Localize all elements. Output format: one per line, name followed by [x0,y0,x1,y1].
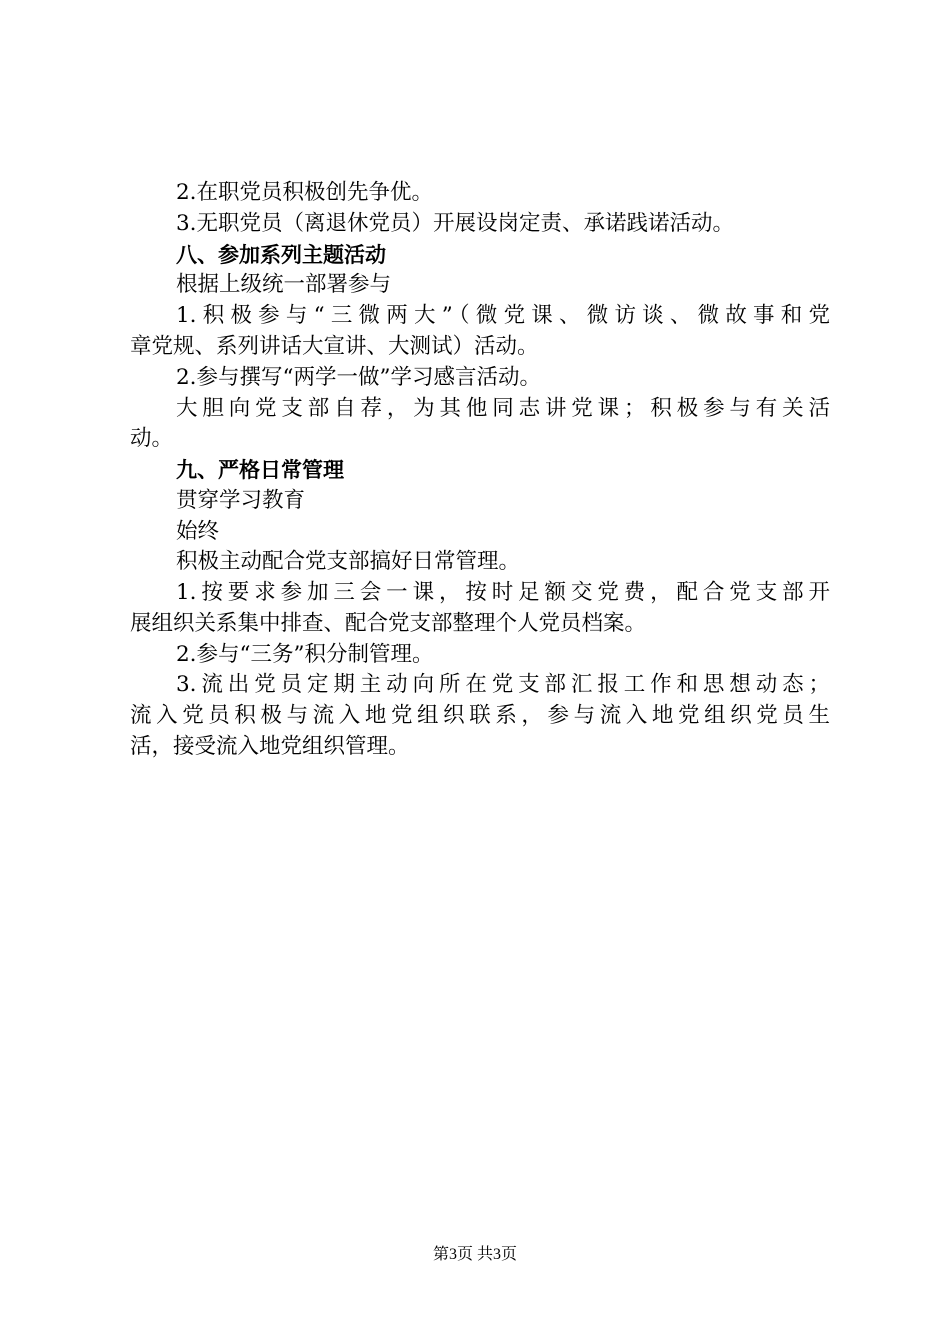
paragraph-line: 2.参与撰写“两学一做”学习感言活动。 [176,365,541,390]
paragraph-line: 章党规、系列讲话大宣讲、大测试）活动。 [130,334,539,359]
section-heading-8: 八、参加系列主题活动 [176,243,386,267]
paragraph-line: 积极主动配合党支部搞好日常管理。 [176,549,521,574]
paragraph-line: 始终 [176,519,220,544]
paragraph-line: 1.积极参与“三微两大”（微党课、微访谈、微故事和党 [176,303,830,328]
page-footer: 第3页 共3页 [432,1246,517,1263]
paragraph-line: 2.在职党员积极创先争优。 [176,180,434,205]
paragraph-line: 流入党员积极与流入地党组织联系，参与流入地党组织党员生 [130,703,830,728]
paragraph-line: 活，接受流入地党组织管理。 [130,734,410,759]
paragraph-line: 根据上级统一部署参与 [176,272,392,297]
paragraph-line: 贯穿学习教育 [176,488,306,513]
paragraph-line: 2.参与“三务”积分制管理。 [176,642,434,667]
paragraph-line: 3.无职党员（离退休党员）开展设岗定责、承诺践诺活动。 [176,211,735,236]
paragraph-line: 3.流出党员定期主动向所在党支部汇报工作和思想动态； [176,672,830,697]
paragraph-line: 动。 [130,426,174,451]
paragraph-line: 展组织关系集中排查、配合党支部整理个人党员档案。 [130,611,647,636]
paragraph-line: 1.按要求参加三会一课，按时足额交党费，配合党支部开 [176,580,830,605]
paragraph-line: 大胆向党支部自荐，为其他同志讲党课；积极参与有关活 [176,396,830,421]
section-heading-9: 九、严格日常管理 [176,458,344,482]
